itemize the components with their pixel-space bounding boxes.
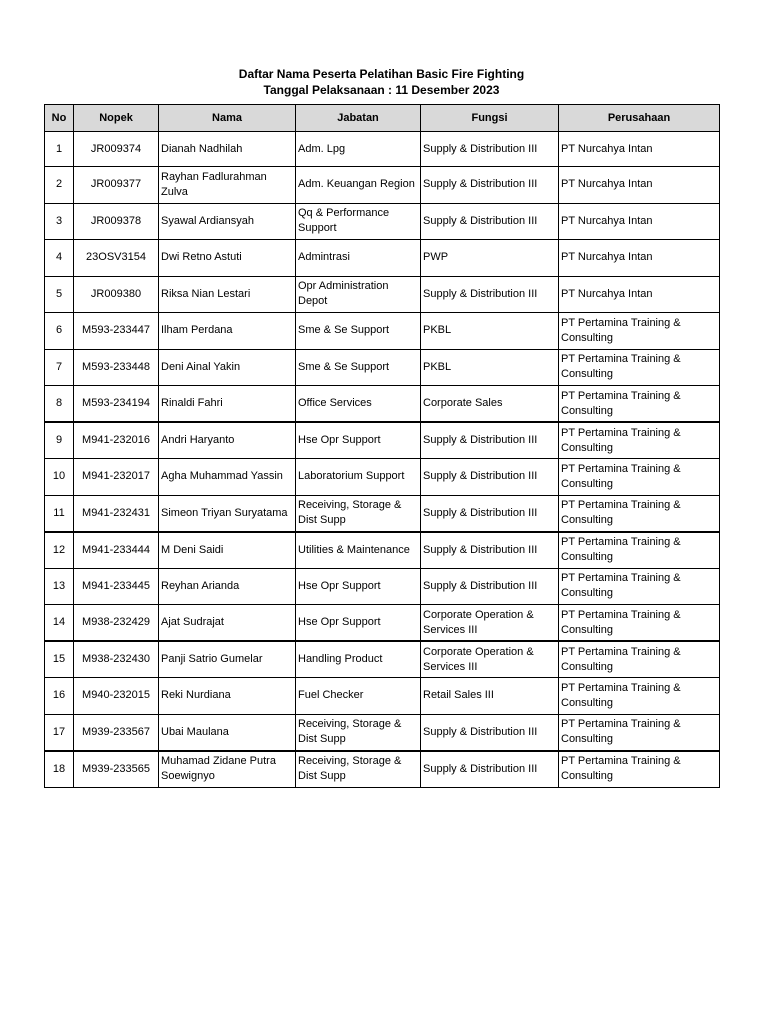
cell-fungsi: Supply & Distribution III <box>421 132 559 167</box>
table-row <box>45 641 720 678</box>
cell-nama: Muhamad Zidane Putra Soewignyo <box>159 751 296 788</box>
cell-perusahaan: PT Pertamina Training & Consulting <box>559 751 720 788</box>
cell-nopek: JR009378 <box>74 203 159 240</box>
cell-jabatan: Receiving, Storage & Dist Supp <box>296 714 421 751</box>
cell-no: 16 <box>45 678 74 715</box>
cell-nama: M Deni Saidi <box>159 532 296 569</box>
table-row <box>45 240 720 277</box>
cell-perusahaan: PT Pertamina Training & Consulting <box>559 349 720 386</box>
table-row <box>45 568 720 605</box>
cell-fungsi: PKBL <box>421 349 559 386</box>
header-perusahaan: Perusahaan <box>559 105 720 132</box>
table-row <box>45 349 720 386</box>
cell-nopek: 23OSV3154 <box>74 240 159 277</box>
table-row <box>45 678 720 715</box>
cell-nama: Dianah Nadhilah <box>159 132 296 167</box>
table-row <box>45 203 720 240</box>
table-row <box>45 276 720 313</box>
cell-fungsi: Supply & Distribution III <box>421 532 559 569</box>
table-body <box>45 132 720 788</box>
cell-jabatan: Receiving, Storage & Dist Supp <box>296 751 421 788</box>
cell-fungsi: Corporate Operation & Services III <box>421 641 559 678</box>
cell-no: 5 <box>45 276 74 313</box>
cell-nopek: M938-232429 <box>74 605 159 642</box>
table-row <box>45 167 720 204</box>
cell-nopek: M941-232431 <box>74 495 159 532</box>
cell-fungsi: Supply & Distribution III <box>421 459 559 496</box>
cell-jabatan: Sme & Se Support <box>296 349 421 386</box>
table-row <box>45 532 720 569</box>
cell-nopek: M593-233447 <box>74 313 159 350</box>
cell-nama: Reyhan Arianda <box>159 568 296 605</box>
table-row <box>45 459 720 496</box>
header-no: No <box>45 105 74 132</box>
cell-fungsi: PWP <box>421 240 559 277</box>
cell-nama: Rinaldi Fahri <box>159 386 296 423</box>
cell-nopek: JR009374 <box>74 132 159 167</box>
cell-no: 7 <box>45 349 74 386</box>
table-row <box>45 386 720 423</box>
cell-nopek: M941-232016 <box>74 422 159 459</box>
cell-no: 9 <box>45 422 74 459</box>
cell-perusahaan: PT Nurcahya Intan <box>559 276 720 313</box>
header-jabatan: Jabatan <box>296 105 421 132</box>
table-header <box>45 105 720 132</box>
table-row <box>45 132 720 167</box>
cell-perusahaan: PT Nurcahya Intan <box>559 167 720 204</box>
cell-nama: Syawal Ardiansyah <box>159 203 296 240</box>
table-row <box>45 495 720 532</box>
cell-perusahaan: PT Pertamina Training & Consulting <box>559 313 720 350</box>
cell-perusahaan: PT Pertamina Training & Consulting <box>559 495 720 532</box>
cell-nama: Ilham Perdana <box>159 313 296 350</box>
cell-jabatan: Handling Product <box>296 641 421 678</box>
cell-fungsi: Supply & Distribution III <box>421 495 559 532</box>
cell-jabatan: Adm. Lpg <box>296 132 421 167</box>
cell-perusahaan: PT Nurcahya Intan <box>559 203 720 240</box>
cell-perusahaan: PT Pertamina Training & Consulting <box>559 386 720 423</box>
cell-nama: Agha Muhammad Yassin <box>159 459 296 496</box>
participants-table <box>44 104 720 788</box>
cell-nopek: JR009380 <box>74 276 159 313</box>
cell-nama: Andri Haryanto <box>159 422 296 459</box>
cell-nama: Rayhan Fadlurahman Zulva <box>159 167 296 204</box>
cell-nopek: JR009377 <box>74 167 159 204</box>
cell-nama: Reki Nurdiana <box>159 678 296 715</box>
cell-no: 1 <box>45 132 74 167</box>
cell-perusahaan: PT Nurcahya Intan <box>559 240 720 277</box>
cell-jabatan: Qq & Performance Support <box>296 203 421 240</box>
title-line-1: Daftar Nama Peserta Pelatihan Basic Fire Fighting <box>238 67 525 81</box>
cell-perusahaan: PT Pertamina Training & Consulting <box>559 605 720 642</box>
title-line-2: Tanggal Pelaksanaan : 11 Desember 2023 <box>263 83 500 97</box>
cell-nopek: M941-233444 <box>74 532 159 569</box>
cell-fungsi: Supply & Distribution III <box>421 751 559 788</box>
table-row <box>45 605 720 642</box>
cell-nama: Ajat Sudrajat <box>159 605 296 642</box>
cell-fungsi: PKBL <box>421 313 559 350</box>
cell-jabatan: Receiving, Storage & Dist Supp <box>296 495 421 532</box>
cell-jabatan: Office Services <box>296 386 421 423</box>
cell-perusahaan: PT Nurcahya Intan <box>559 132 720 167</box>
cell-jabatan: Opr Administration Depot <box>296 276 421 313</box>
cell-nopek: M940-232015 <box>74 678 159 715</box>
cell-no: 12 <box>45 532 74 569</box>
cell-no: 14 <box>45 605 74 642</box>
table-row <box>45 422 720 459</box>
table-row <box>45 714 720 751</box>
cell-nopek: M593-233448 <box>74 349 159 386</box>
cell-nama: Deni Ainal Yakin <box>159 349 296 386</box>
cell-no: 2 <box>45 167 74 204</box>
cell-fungsi: Corporate Sales <box>421 386 559 423</box>
header-nama: Nama <box>159 105 296 132</box>
cell-nama: Panji Satrio Gumelar <box>159 641 296 678</box>
cell-jabatan: Utilities & Maintenance <box>296 532 421 569</box>
cell-fungsi: Supply & Distribution III <box>421 422 559 459</box>
cell-perusahaan: PT Pertamina Training & Consulting <box>559 641 720 678</box>
cell-no: 6 <box>45 313 74 350</box>
cell-fungsi: Supply & Distribution III <box>421 203 559 240</box>
cell-perusahaan: PT Pertamina Training & Consulting <box>559 714 720 751</box>
cell-jabatan: Admintrasi <box>296 240 421 277</box>
header-fungsi: Fungsi <box>421 105 559 132</box>
cell-jabatan: Sme & Se Support <box>296 313 421 350</box>
cell-fungsi: Supply & Distribution III <box>421 568 559 605</box>
header-row <box>45 105 720 132</box>
cell-no: 15 <box>45 641 74 678</box>
document-title <box>0 66 763 98</box>
cell-nopek: M939-233565 <box>74 751 159 788</box>
cell-perusahaan: PT Pertamina Training & Consulting <box>559 568 720 605</box>
cell-jabatan: Hse Opr Support <box>296 422 421 459</box>
cell-fungsi: Supply & Distribution III <box>421 276 559 313</box>
cell-nama: Simeon Triyan Suryatama <box>159 495 296 532</box>
cell-no: 3 <box>45 203 74 240</box>
cell-nopek: M941-233445 <box>74 568 159 605</box>
cell-no: 8 <box>45 386 74 423</box>
cell-perusahaan: PT Pertamina Training & Consulting <box>559 422 720 459</box>
cell-no: 13 <box>45 568 74 605</box>
cell-no: 17 <box>45 714 74 751</box>
cell-jabatan: Fuel Checker <box>296 678 421 715</box>
cell-nopek: M938-232430 <box>74 641 159 678</box>
cell-nama: Dwi Retno Astuti <box>159 240 296 277</box>
cell-nopek: M939-233567 <box>74 714 159 751</box>
cell-perusahaan: PT Pertamina Training & Consulting <box>559 532 720 569</box>
cell-nopek: M941-232017 <box>74 459 159 496</box>
cell-no: 18 <box>45 751 74 788</box>
cell-no: 10 <box>45 459 74 496</box>
cell-nopek: M593-234194 <box>74 386 159 423</box>
header-nopek: Nopek <box>74 105 159 132</box>
cell-fungsi: Corporate Operation & Services III <box>421 605 559 642</box>
cell-perusahaan: PT Pertamina Training & Consulting <box>559 678 720 715</box>
cell-perusahaan: PT Pertamina Training & Consulting <box>559 459 720 496</box>
cell-nama: Ubai Maulana <box>159 714 296 751</box>
cell-fungsi: Supply & Distribution III <box>421 714 559 751</box>
cell-jabatan: Adm. Keuangan Region <box>296 167 421 204</box>
cell-jabatan: Hse Opr Support <box>296 568 421 605</box>
cell-no: 4 <box>45 240 74 277</box>
cell-nama: Riksa Nian Lestari <box>159 276 296 313</box>
table-row <box>45 313 720 350</box>
cell-jabatan: Hse Opr Support <box>296 605 421 642</box>
cell-fungsi: Supply & Distribution III <box>421 167 559 204</box>
table-row <box>45 751 720 788</box>
cell-no: 11 <box>45 495 74 532</box>
cell-fungsi: Retail Sales III <box>421 678 559 715</box>
cell-jabatan: Laboratorium Support <box>296 459 421 496</box>
